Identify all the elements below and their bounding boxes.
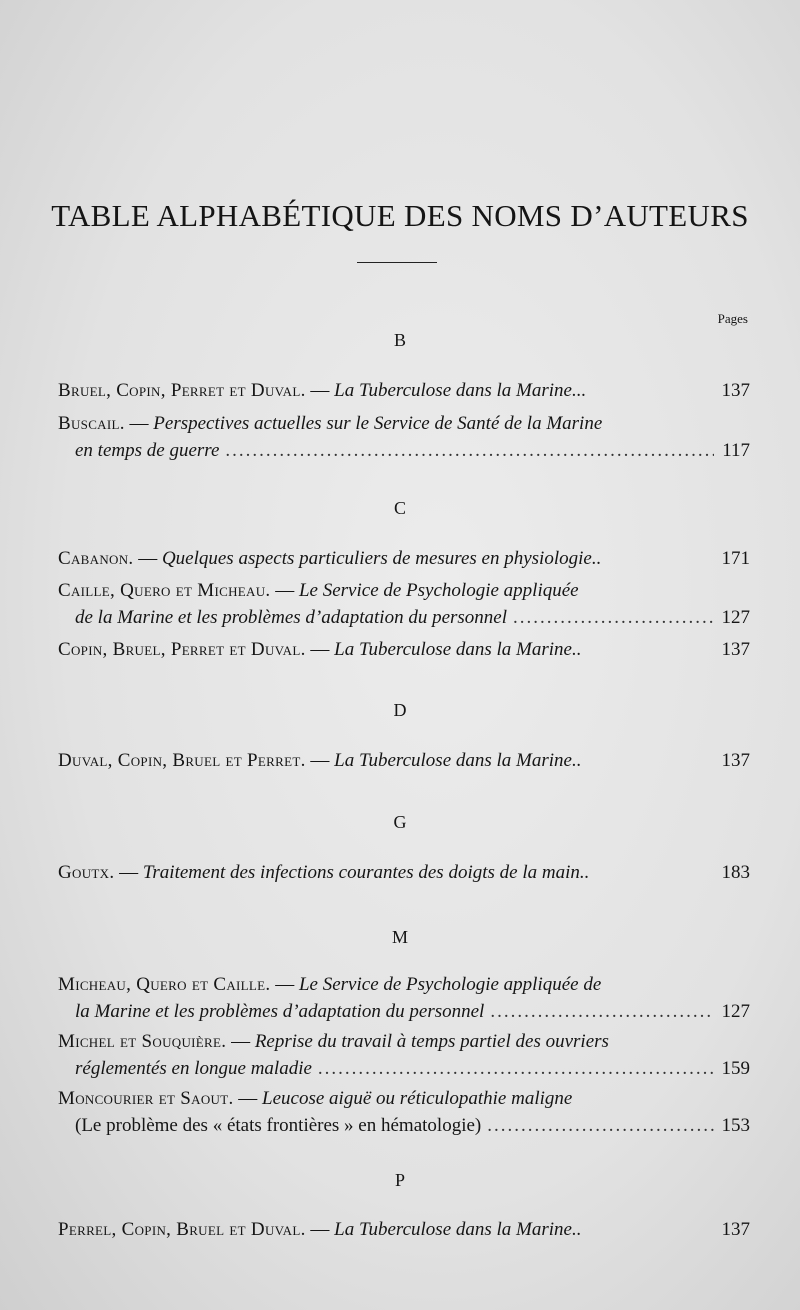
index-entry [58,577,750,631]
entry-page-number: 127 [721,607,750,628]
entry-authors: Moncourier et Saout. [58,1088,234,1109]
section-letter-p: P [394,1170,405,1190]
leader-dots [225,437,714,464]
entry-separator: — [310,750,330,771]
section-letter-c: C [393,498,406,518]
index-entry [58,545,750,572]
entry-page-number: 153 [721,1115,750,1136]
entry-title: Reprise du travail à temps partiel des ouvriers [254,1031,609,1052]
entry-title: Le Service de Psychologie appliquée [298,580,579,601]
entry-title: La Tuberculose dans la Marine... [334,380,587,401]
index-entry [58,1028,750,1082]
title-divider [357,262,437,263]
leader-dots [513,604,714,631]
entry-page-number: 183 [721,862,750,883]
index-entry [58,859,750,886]
entry-authors: Perrel, Copin, Bruel et Duval. [58,1219,306,1240]
entry-authors: Cabanon. [58,548,134,569]
entry-page-number: 137 [721,750,750,771]
entry-page-number: 137 [721,1219,750,1240]
entry-authors: Bruel, Copin, Perret et Duval. [58,380,306,401]
entry-title-continued: la Marine et les problèmes d’adaptation du personnel [75,1001,485,1022]
entry-page-number: 127 [721,1001,750,1022]
entry-title: La Tuberculose dans la Marine.. [334,750,582,771]
entry-separator: — [138,548,158,569]
entry-authors: Michel et Souquière. [58,1031,227,1052]
index-entry [58,377,750,404]
entry-page-number: 137 [721,639,750,660]
index-entry [58,1216,750,1243]
entry-separator: — [119,862,139,883]
entry-title-continued: (Le problème des « états frontières » en hématologie) [75,1115,482,1136]
entry-authors: Duval, Copin, Bruel et Perret. [58,750,306,771]
entry-authors: Copin, Bruel, Perret et Duval. [58,639,306,660]
section-letter-m: M [391,927,408,947]
entry-separator: — [275,974,295,995]
entry-title-continued: de la Marine et les problèmes d’adaptation du personnel [75,607,508,628]
entry-title: La Tuberculose dans la Marine.. [334,1219,582,1240]
entry-separator: — [231,1031,251,1052]
entry-title: Perspectives actuelles sur le Service de Santé de la Marine [153,413,603,434]
entry-title: Le Service de Psychologie appliquée de [298,974,602,995]
leader-dots [490,998,714,1025]
entry-separator: — [129,413,149,434]
entry-title: Traitement des infections courantes des doigts de la main.. [142,862,590,883]
entry-authors: Goutx. [58,862,115,883]
leader-dots [487,1112,714,1139]
entry-separator: — [238,1088,258,1109]
entry-title: Quelques aspects particuliers de mesures en physiologie.. [161,548,602,569]
entry-page-number: 117 [722,440,750,461]
entry-title: Leucose aiguë ou réticulopathie maligne [262,1088,573,1109]
entry-separator: — [310,1219,330,1240]
index-entry [58,410,750,464]
entry-separator: — [310,380,330,401]
entry-title-continued: en temps de guerre [75,440,220,461]
entry-title: La Tuberculose dans la Marine.. [334,639,582,660]
pages-column-label: Pages [717,311,748,326]
entry-authors: Caille, Quero et Micheau. [58,580,271,601]
section-letter-d: D [393,700,407,720]
index-entry [58,636,750,663]
entry-page-number: 159 [721,1058,750,1079]
index-entry [58,971,750,1025]
index-entry [58,1085,750,1139]
entry-authors: Micheau, Quero et Caille. [58,974,271,995]
entry-title-continued: réglementés en longue maladie [75,1058,312,1079]
entry-authors: Buscail. [58,413,125,434]
leader-dots [318,1055,714,1082]
index-entry [58,747,750,774]
section-letter-g: G [393,812,407,832]
entry-separator: — [310,639,330,660]
entry-page-number: 137 [721,380,750,401]
page-title: TABLE ALPHABÉTIQUE DES NOMS D’AUTEURS [51,198,749,233]
section-letter-b: B [393,330,406,350]
entry-separator: — [275,580,295,601]
entry-page-number: 171 [721,548,750,569]
